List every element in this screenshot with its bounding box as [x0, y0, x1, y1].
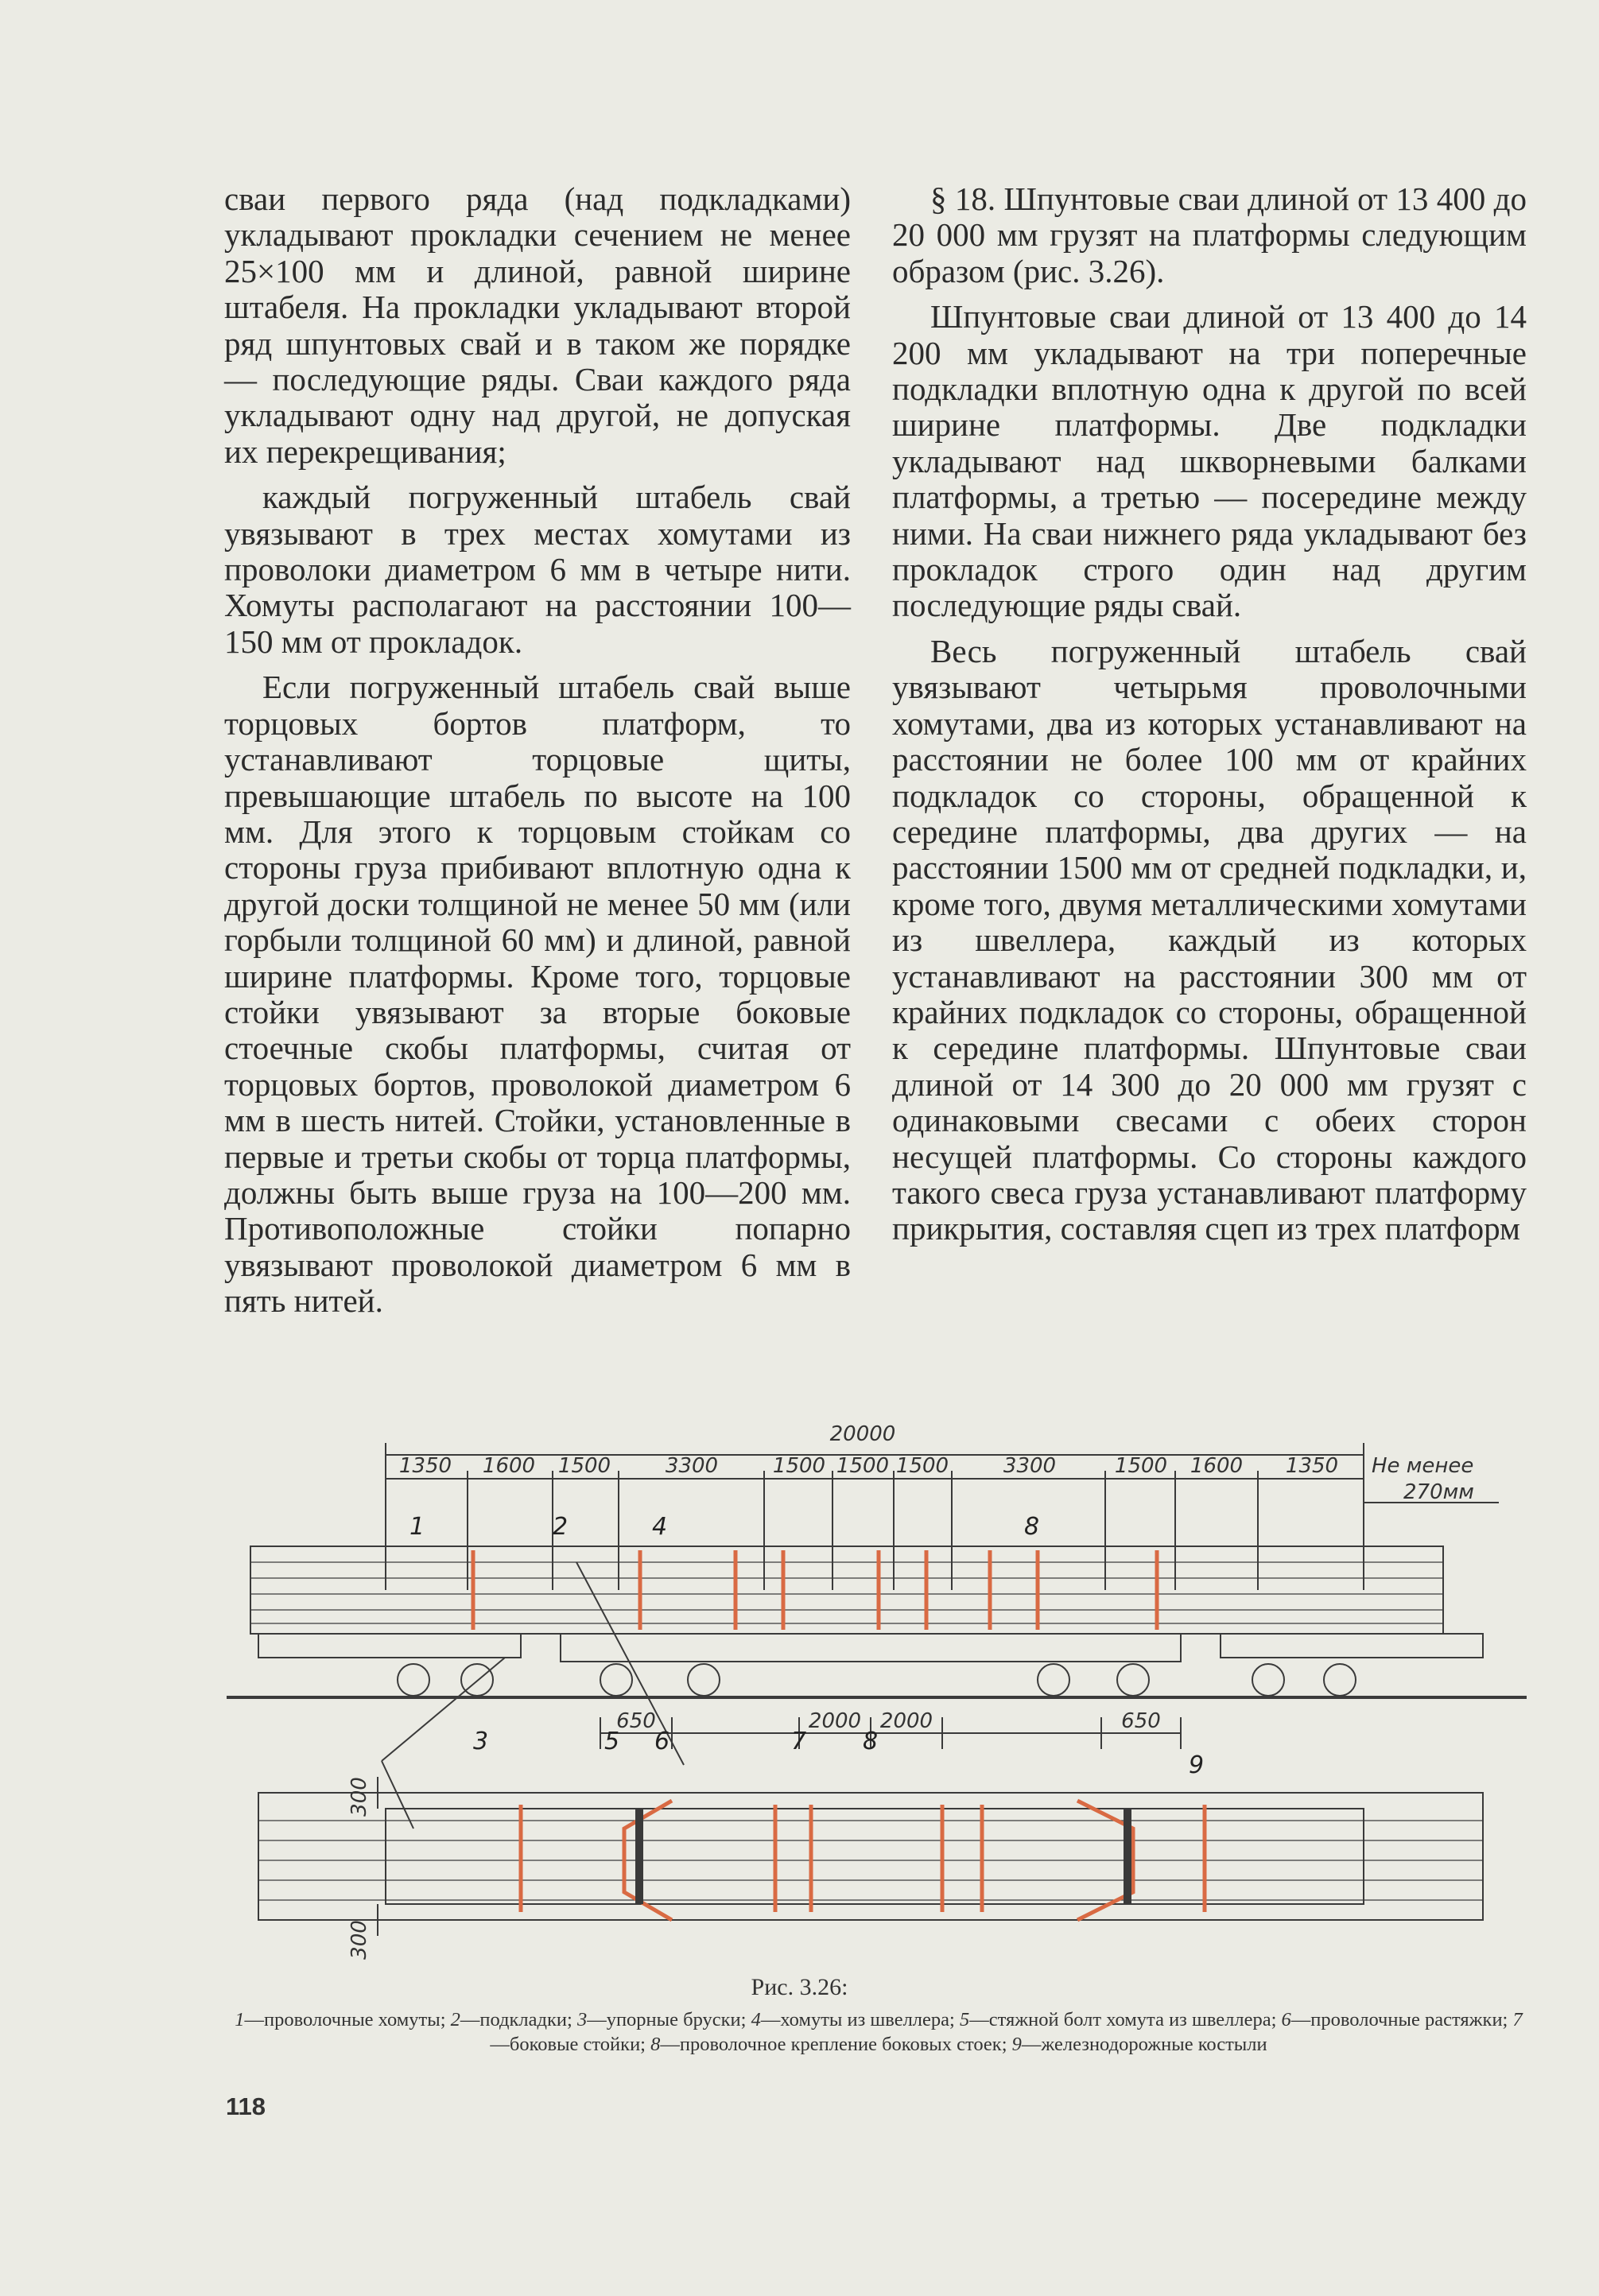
- svg-text:3300: 3300: [1003, 1454, 1057, 1478]
- svg-text:2000: 2000: [808, 1709, 862, 1733]
- svg-text:650: 650: [616, 1709, 656, 1733]
- figure-caption-legend: [227, 2007, 1531, 2057]
- caption-item-text: —боковые стойки;: [490, 2034, 651, 2055]
- caption-item-number: 2: [450, 2009, 460, 2030]
- load-bundle-side: [250, 1546, 1443, 1634]
- overall-dim-label: 20000: [829, 1422, 896, 1446]
- svg-text:1500: 1500: [557, 1454, 611, 1478]
- caption-item-text: —подкладки;: [460, 2009, 577, 2030]
- svg-text:1500: 1500: [895, 1454, 949, 1478]
- load-bundle-plan: [258, 1793, 1483, 1920]
- svg-text:1600: 1600: [1190, 1454, 1244, 1478]
- top-dim-labels: [399, 1454, 1338, 1478]
- svg-text:1350: 1350: [1285, 1454, 1339, 1478]
- loading-scheme-figure: [227, 1415, 1527, 1988]
- svg-text:2000: 2000: [879, 1709, 933, 1733]
- carrier-platform: [561, 1634, 1181, 1662]
- side-dim-bottom: 300: [347, 1920, 371, 1960]
- caption-item-number: 5: [959, 2009, 970, 2030]
- caption-item-number: 4: [751, 2009, 761, 2030]
- wire-ties: [473, 1550, 1205, 1920]
- caption-item-text: —хомуты из швеллера;: [760, 2009, 960, 2030]
- svg-text:8: 8: [863, 1728, 879, 1755]
- right-paragraph-1: § 18. Шпунтовые сваи длиной от 13 400 до 20 000 мм грузят на платформы следующим образом (рис. 3.26).: [892, 180, 1527, 289]
- svg-text:6: 6: [654, 1728, 670, 1755]
- right-paragraph-2: Шпунтовые сваи длиной от 13 400 до 14 200 мм укладывают на три поперечные подкладки вплотную одна к другой по всей ширине платформы. Две подкладки укладывают над шкворневыми балками платформы, а третью — посередине между ними. На сваи нижнего ряда укладывают без прокладок строго один над другим последующие ряды свай.: [892, 298, 1527, 624]
- pile-rows-side: [250, 1562, 1443, 1623]
- right-paragraph-3: Весь погруженный штабель свай увязывают четырьмя проволочными хомутами, два из которых устанавливают на расстоянии не более 100 мм от крайних подкладок со стороны, обращенной к середине платформы, два других — на расстоянии 1500 мм от средней подкладки, и, кроме того, двумя металлическими хомутами из швеллера, каждый из которых устанавливают на расстоянии 300 мм от крайних подкладок со стороны, обращенной к середине платформы. Шпунтовые сваи длиной от 14 300 до 20 000 мм грузят с одинаковыми свесами с обеих сторон несущей платформы. Со стороны каждого такого свеса груза устанавливают платформу прикрытия, составляя сцеп из трех платформ: [892, 632, 1527, 1247]
- caption-item-text: —проволочное крепление боковых стоек;: [660, 2034, 1012, 2055]
- caption-item-text: —проволочные хомуты;: [244, 2009, 451, 2030]
- caption-item-number: 8: [650, 2034, 661, 2055]
- caption-item-text: —железнодорожные костыли: [1021, 2034, 1267, 2055]
- svg-text:3: 3: [473, 1728, 489, 1755]
- svg-text:9: 9: [1189, 1751, 1205, 1779]
- caption-item-text: —стяжной болт хомута из швеллера;: [969, 2009, 1282, 2030]
- caption-item-number: 1: [235, 2009, 245, 2030]
- svg-text:5: 5: [604, 1728, 620, 1755]
- pile-rows-plan: [258, 1821, 1483, 1900]
- callouts-plan-view: [473, 1728, 1204, 1779]
- left-text-column: [224, 181, 851, 1320]
- note-line-1: Не менее: [1372, 1454, 1474, 1478]
- left-paragraph-2: каждый погруженный штабель свай увязывают в трех местах хомутами из проволоки диаметром 6 мм в четыре нити. Хомуты располагают на расстоянии 100—150 мм от прокладок.: [224, 479, 851, 660]
- svg-text:8: 8: [1024, 1513, 1040, 1541]
- page-number: 118: [226, 2092, 266, 2120]
- caption-item-number: 7: [1512, 2009, 1523, 2030]
- segment-ticks: [468, 1471, 1258, 1590]
- left-paragraph-1: сваи первого ряда (над подкладками) укладывают прокладки сечением не менее 25×100 мм и длиной, равной ширине штабеля. На прокладки укладывают второй ряд шпунтовых свай и в таком же порядке — последующие ряды. Сваи каждого ряда укладывают одну над другой, не допуская их перекрещивания;: [224, 180, 851, 470]
- figure-caption-title: Рис. 3.26:: [751, 1974, 848, 2000]
- loading-scheme-drawing: [227, 1415, 1527, 1988]
- caption-item-number: 3: [576, 2009, 588, 2030]
- svg-text:1: 1: [409, 1513, 425, 1541]
- caption-item-number: 9: [1011, 2034, 1022, 2055]
- note-line-2: 270мм: [1403, 1480, 1474, 1504]
- svg-text:1500: 1500: [836, 1454, 890, 1478]
- cover-platform-right: [1221, 1634, 1483, 1658]
- svg-text:1500: 1500: [1114, 1454, 1168, 1478]
- svg-text:4: 4: [652, 1513, 668, 1541]
- lower-dim-labels: [616, 1709, 1161, 1733]
- side-dim-top: 300: [347, 1777, 371, 1817]
- cover-platform-left: [258, 1634, 521, 1658]
- right-text-column: [892, 181, 1527, 1247]
- left-paragraph-3: Если погруженный штабель свай выше торцовых бортов платформ, то устанавливают торцовые щиты, превышающие штабель по высоте на 100 мм. Для этого к торцовым стойкам со стороны груза прибивают вплотную одна к другой доски толщиной не менее 50 мм (или горбыли толщиной 60 мм) и длиной, равной ширине платформы. Кроме того, торцовые стойки увязывают за вторые боковые стоечные скобы платформы, считая от торцовых бортов, проволокой диаметром 6 мм в шесть нитей. Стойки, установленные в первые и третьи скобы от торца платформы, должны быть выше груза на 100—200 мм. Противоположные стойки попарно увязывают проволокой диаметром 6 мм в пять нитей.: [224, 669, 851, 1320]
- svg-text:1350: 1350: [398, 1454, 452, 1478]
- svg-text:1600: 1600: [482, 1454, 536, 1478]
- svg-text:650: 650: [1121, 1709, 1161, 1733]
- channel-clamps: [635, 1809, 1131, 1904]
- svg-text:7: 7: [791, 1728, 807, 1755]
- svg-text:1500: 1500: [772, 1454, 826, 1478]
- svg-text:3300: 3300: [665, 1454, 719, 1478]
- caption-item-text: —упорные бруски;: [587, 2009, 751, 2030]
- caption-item-number: 6: [1281, 2009, 1291, 2030]
- carrier-platform-plan: [386, 1809, 1364, 1904]
- caption-item-text: —проволочные растяжки;: [1290, 2009, 1513, 2030]
- svg-text:2: 2: [553, 1513, 569, 1541]
- wheels: [398, 1664, 1356, 1696]
- callouts-side-view: [409, 1513, 1039, 1541]
